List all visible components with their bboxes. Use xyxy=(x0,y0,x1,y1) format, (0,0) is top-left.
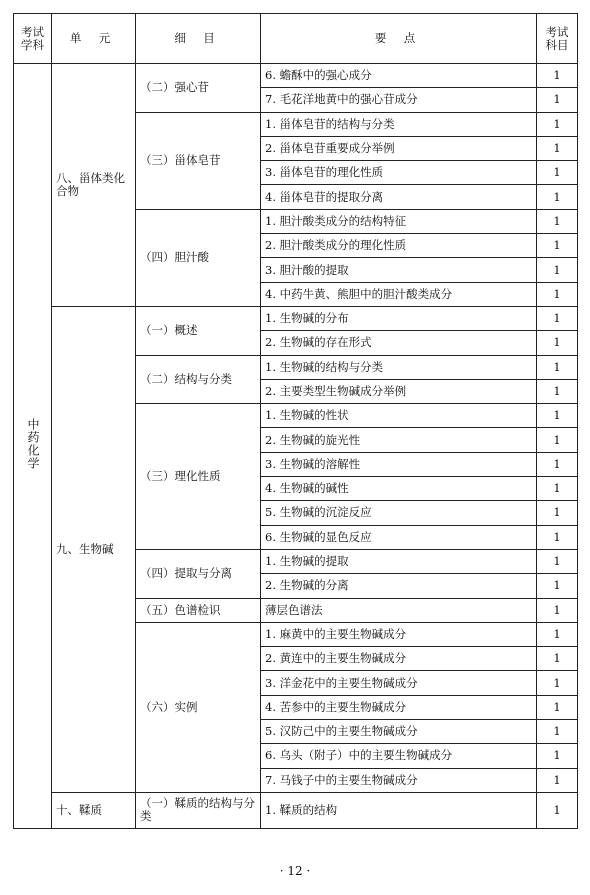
count-cell: 1 xyxy=(537,622,578,646)
point-cell: 3. 胆汁酸的提取 xyxy=(261,258,537,282)
count-cell: 1 xyxy=(537,647,578,671)
detail-cell: （三）甾体皂苷 xyxy=(136,112,261,209)
count-cell: 1 xyxy=(537,258,578,282)
point-cell: 2. 胆汁酸类成分的理化性质 xyxy=(261,234,537,258)
count-cell: 1 xyxy=(537,136,578,160)
point-cell: 3. 洋金花中的主要生物碱成分 xyxy=(261,671,537,695)
count-cell: 1 xyxy=(537,501,578,525)
count-cell: 1 xyxy=(537,452,578,476)
count-cell: 1 xyxy=(537,306,578,330)
detail-cell: （五）色谱检识 xyxy=(136,598,261,622)
count-cell: 1 xyxy=(537,598,578,622)
count-cell: 1 xyxy=(537,525,578,549)
point-cell: 1. 生物碱的分布 xyxy=(261,306,537,330)
header-count: 考试科目 xyxy=(537,14,578,64)
count-cell: 1 xyxy=(537,768,578,792)
point-cell: 2. 生物碱的分离 xyxy=(261,574,537,598)
point-cell: 4. 甾体皂苷的提取分离 xyxy=(261,185,537,209)
point-cell: 1. 生物碱的提取 xyxy=(261,549,537,573)
point-cell: 2. 黄连中的主要生物碱成分 xyxy=(261,647,537,671)
syllabus-table xyxy=(13,13,578,829)
detail-cell: （四）胆汁酸 xyxy=(136,209,261,306)
point-cell: 1. 生物碱的结构与分类 xyxy=(261,355,537,379)
point-cell: 4. 苦参中的主要生物碱成分 xyxy=(261,695,537,719)
unit-cell: 十、鞣质 xyxy=(52,792,136,828)
header-points: 要 点 xyxy=(261,14,537,64)
count-cell: 1 xyxy=(537,331,578,355)
count-cell: 1 xyxy=(537,695,578,719)
point-cell: 2. 生物碱的旋光性 xyxy=(261,428,537,452)
page-number: · 12 · xyxy=(279,864,311,878)
count-cell: 1 xyxy=(537,792,578,828)
point-cell: 薄层色谱法 xyxy=(261,598,537,622)
point-cell: 1. 麻黄中的主要生物碱成分 xyxy=(261,622,537,646)
table-body xyxy=(14,64,578,829)
point-cell: 1. 胆汁酸类成分的结构特征 xyxy=(261,209,537,233)
header-unit: 单 元 xyxy=(52,14,136,64)
count-cell: 1 xyxy=(537,234,578,258)
point-cell: 1. 甾体皂苷的结构与分类 xyxy=(261,112,537,136)
count-cell: 1 xyxy=(537,161,578,185)
detail-cell: （一）鞣质的结构与分类 xyxy=(136,792,261,828)
table-row xyxy=(14,64,578,88)
point-cell: 1. 生物碱的性状 xyxy=(261,404,537,428)
detail-cell: （一）概述 xyxy=(136,306,261,355)
count-cell: 1 xyxy=(537,549,578,573)
point-cell: 2. 主要类型生物碱成分举例 xyxy=(261,379,537,403)
table-row xyxy=(14,306,578,330)
count-cell: 1 xyxy=(537,477,578,501)
point-cell: 1. 鞣质的结构 xyxy=(261,792,537,828)
detail-cell: （二）强心苷 xyxy=(136,64,261,113)
point-cell: 5. 生物碱的沉淀反应 xyxy=(261,501,537,525)
count-cell: 1 xyxy=(537,88,578,112)
count-cell: 1 xyxy=(537,282,578,306)
detail-cell: （四）提取与分离 xyxy=(136,549,261,598)
header-row xyxy=(14,14,578,64)
table-row xyxy=(14,792,578,828)
count-cell: 1 xyxy=(537,64,578,88)
unit-cell: 九、生物碱 xyxy=(52,306,136,792)
count-cell: 1 xyxy=(537,185,578,209)
count-cell: 1 xyxy=(537,379,578,403)
point-cell: 3. 甾体皂苷的理化性质 xyxy=(261,161,537,185)
point-cell: 7. 毛花洋地黄中的强心苷成分 xyxy=(261,88,537,112)
detail-cell: （六）实例 xyxy=(136,622,261,792)
count-cell: 1 xyxy=(537,720,578,744)
unit-cell: 八、甾体类化合物 xyxy=(52,64,136,307)
detail-cell: （三）理化性质 xyxy=(136,404,261,550)
detail-cell: （二）结构与分类 xyxy=(136,355,261,404)
count-cell: 1 xyxy=(537,404,578,428)
point-cell: 4. 生物碱的碱性 xyxy=(261,477,537,501)
point-cell: 5. 汉防己中的主要生物碱成分 xyxy=(261,720,537,744)
header-detail: 细 目 xyxy=(136,14,261,64)
point-cell: 4. 中药牛黄、熊胆中的胆汁酸类成分 xyxy=(261,282,537,306)
point-cell: 6. 蟾酥中的强心成分 xyxy=(261,64,537,88)
header-subject: 考试学科 xyxy=(14,14,52,64)
count-cell: 1 xyxy=(537,671,578,695)
point-cell: 2. 生物碱的存在形式 xyxy=(261,331,537,355)
subject-label: 中药化学 xyxy=(26,418,40,471)
count-cell: 1 xyxy=(537,209,578,233)
subject-cell xyxy=(14,64,52,829)
count-cell: 1 xyxy=(537,112,578,136)
count-cell: 1 xyxy=(537,355,578,379)
count-cell: 1 xyxy=(537,574,578,598)
point-cell: 6. 生物碱的显色反应 xyxy=(261,525,537,549)
count-cell: 1 xyxy=(537,744,578,768)
table-header xyxy=(14,14,578,64)
point-cell: 3. 生物碱的溶解性 xyxy=(261,452,537,476)
point-cell: 7. 马钱子中的主要生物碱成分 xyxy=(261,768,537,792)
point-cell: 6. 乌头（附子）中的主要生物碱成分 xyxy=(261,744,537,768)
point-cell: 2. 甾体皂苷重要成分举例 xyxy=(261,136,537,160)
count-cell: 1 xyxy=(537,428,578,452)
